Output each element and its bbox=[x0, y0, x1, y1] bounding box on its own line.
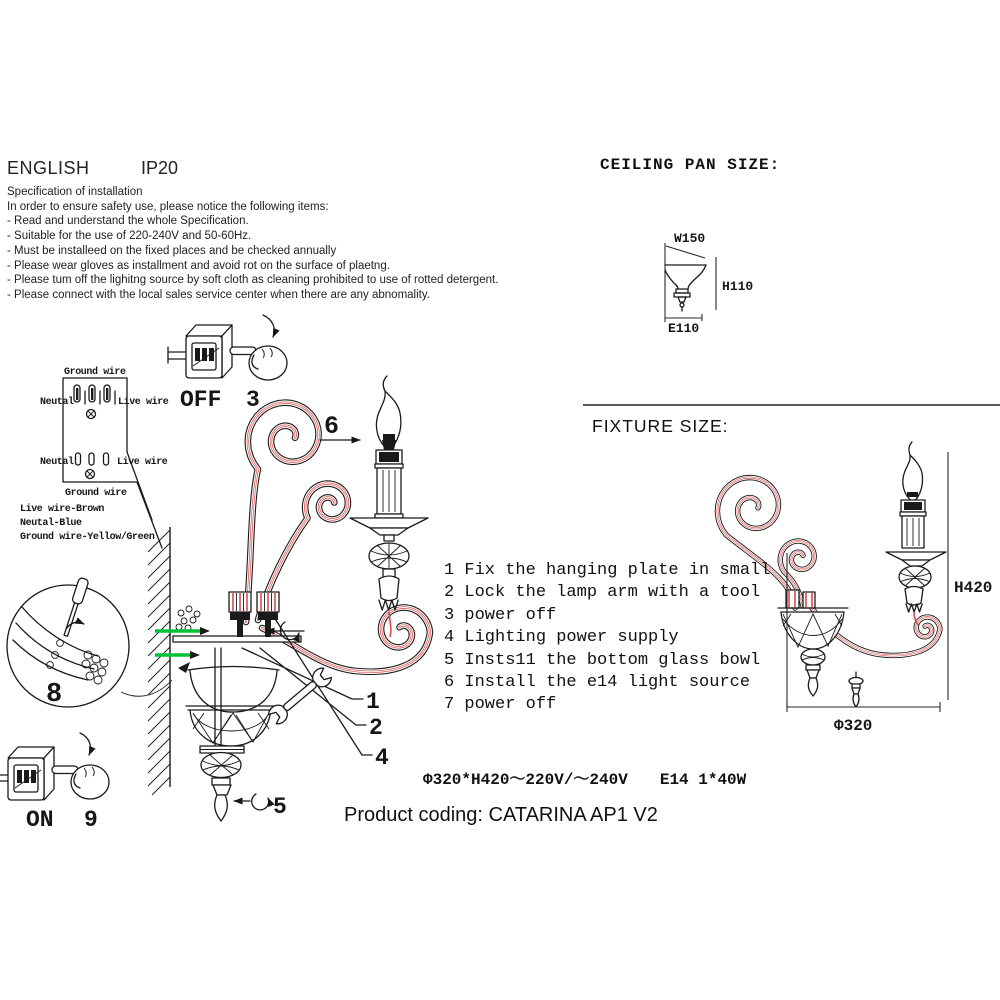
step-line: 4 Lighting power supply bbox=[444, 628, 679, 648]
fixture-backplate bbox=[778, 590, 848, 696]
press-arrow-icon bbox=[80, 733, 91, 755]
section-divider bbox=[583, 404, 1000, 406]
arm-cup bbox=[379, 576, 399, 601]
spec-item: - Suitable for the use of 220-240V and 50-60Hz. bbox=[7, 230, 252, 243]
fixture-candle bbox=[886, 442, 946, 625]
wire-color-legend bbox=[20, 503, 155, 543]
installation-diagram bbox=[0, 310, 470, 855]
product-coding: Product coding: CATARINA AP1 V2 bbox=[344, 804, 658, 826]
step1-number: 1 bbox=[366, 689, 380, 715]
on-label: ON bbox=[26, 807, 54, 833]
step5-number: 5 bbox=[273, 794, 287, 820]
fixture-size-title: FIXTURE SIZE: bbox=[592, 416, 729, 436]
spec-item: - Must be installeed on the fixed places and be checked annually bbox=[7, 244, 337, 257]
terminal-slots-top bbox=[74, 385, 115, 419]
spec-dimensions-voltage: Φ320*H420～220V/～240V bbox=[423, 771, 628, 789]
step-line: 6 Install the e14 light source bbox=[444, 673, 751, 693]
step-line: 5 Insts11 the bottom glass bowl bbox=[444, 650, 761, 670]
spec-item: - Please wear gloves as installment and avoid rot on the surface of plaetng. bbox=[7, 259, 390, 272]
spec-lamp-type: E14 1*40W bbox=[659, 771, 747, 789]
detached-finial bbox=[849, 672, 863, 707]
spec-item: - Read and understand the whole Specification. bbox=[7, 215, 249, 228]
step5-rotate-icon bbox=[252, 794, 269, 810]
pointing-hand-icon bbox=[230, 346, 287, 380]
legend-ground: Ground wire-Yellow/Green bbox=[20, 532, 155, 543]
hanging-plate bbox=[155, 592, 304, 673]
screw-arrowhead-icon bbox=[200, 627, 210, 635]
step2-number: 2 bbox=[369, 715, 383, 741]
neutral-bottom-label: Neutal bbox=[40, 457, 74, 468]
arm-end-connector bbox=[257, 592, 279, 612]
step8-number: 8 bbox=[46, 680, 63, 710]
spec-intro: In order to ensure safety use, please notice the following items: bbox=[7, 200, 329, 213]
step-line: 2 Lock the lamp arm with a tool bbox=[444, 583, 761, 603]
ground-wire-bottom-label: Ground wire bbox=[65, 488, 127, 499]
specification-text bbox=[7, 185, 498, 303]
ceiling-height-label: H110 bbox=[722, 279, 754, 294]
step6-number: 6 bbox=[324, 412, 340, 441]
glass-bowl bbox=[188, 667, 279, 671]
wiring-inset-circle bbox=[7, 577, 172, 710]
candle-lamp bbox=[320, 376, 428, 637]
fixture-diameter-label: Φ320 bbox=[834, 717, 873, 735]
step-line: 3 power off bbox=[444, 605, 557, 625]
step3-number: 3 bbox=[246, 387, 260, 413]
step-line: 7 power off bbox=[444, 695, 557, 715]
ceiling-width-label: W150 bbox=[674, 231, 706, 246]
ground-wire-top-label: Ground wire bbox=[64, 367, 126, 378]
legend-neutral: Neutal-Blue bbox=[20, 518, 82, 529]
step-line: 1 Fix the hanging plate in small bbox=[444, 561, 771, 580]
electrical-spec-line bbox=[423, 766, 746, 789]
wall-hatch bbox=[148, 527, 170, 795]
pointing-hand-icon bbox=[52, 765, 109, 799]
fixture-dimensions bbox=[787, 452, 992, 735]
finial bbox=[215, 795, 228, 821]
arm-end-connector bbox=[229, 592, 251, 612]
small-arrowhead-icon bbox=[178, 662, 190, 673]
language-label: ENGLISH bbox=[7, 158, 90, 178]
off-switch bbox=[168, 315, 287, 413]
spec-title: Specification of installation bbox=[7, 186, 143, 198]
ip-rating-label: IP20 bbox=[141, 158, 179, 178]
step9-number: 9 bbox=[84, 807, 98, 833]
ceiling-pan-profile bbox=[665, 243, 716, 322]
screw-arrowhead-icon bbox=[190, 651, 200, 659]
ceiling-pan-drawing bbox=[580, 190, 840, 350]
legend-live: Live wire-Brown bbox=[20, 504, 105, 515]
bowl-assembly bbox=[186, 648, 287, 821]
press-arrow-icon bbox=[263, 315, 274, 337]
off-label: OFF bbox=[180, 387, 222, 413]
ceiling-pan-title: CEILING PAN SIZE: bbox=[600, 156, 781, 174]
live-wire-bottom-label: Live wire bbox=[117, 457, 168, 468]
live-wire-top-label: Live wire bbox=[118, 397, 169, 408]
screwdriver-icon bbox=[61, 577, 89, 637]
neutral-top-label: Neutal bbox=[40, 397, 74, 408]
spec-item: - Please connect with the local sales service center when there are any abnomality. bbox=[7, 288, 430, 301]
fixture-height-label: H420 bbox=[954, 579, 993, 597]
flower-ornament bbox=[176, 606, 200, 631]
spec-item: - Please tum off the lighitng source by soft cloth as cleaning prohibited to use of rotted detergent. bbox=[7, 274, 499, 287]
assembly-steps bbox=[444, 560, 770, 717]
bobeche bbox=[350, 518, 428, 528]
on-switch bbox=[0, 733, 109, 833]
terminal-slots-bottom bbox=[76, 453, 109, 479]
ceiling-edge-label: E110 bbox=[668, 321, 700, 336]
step4-number: 4 bbox=[375, 745, 389, 771]
